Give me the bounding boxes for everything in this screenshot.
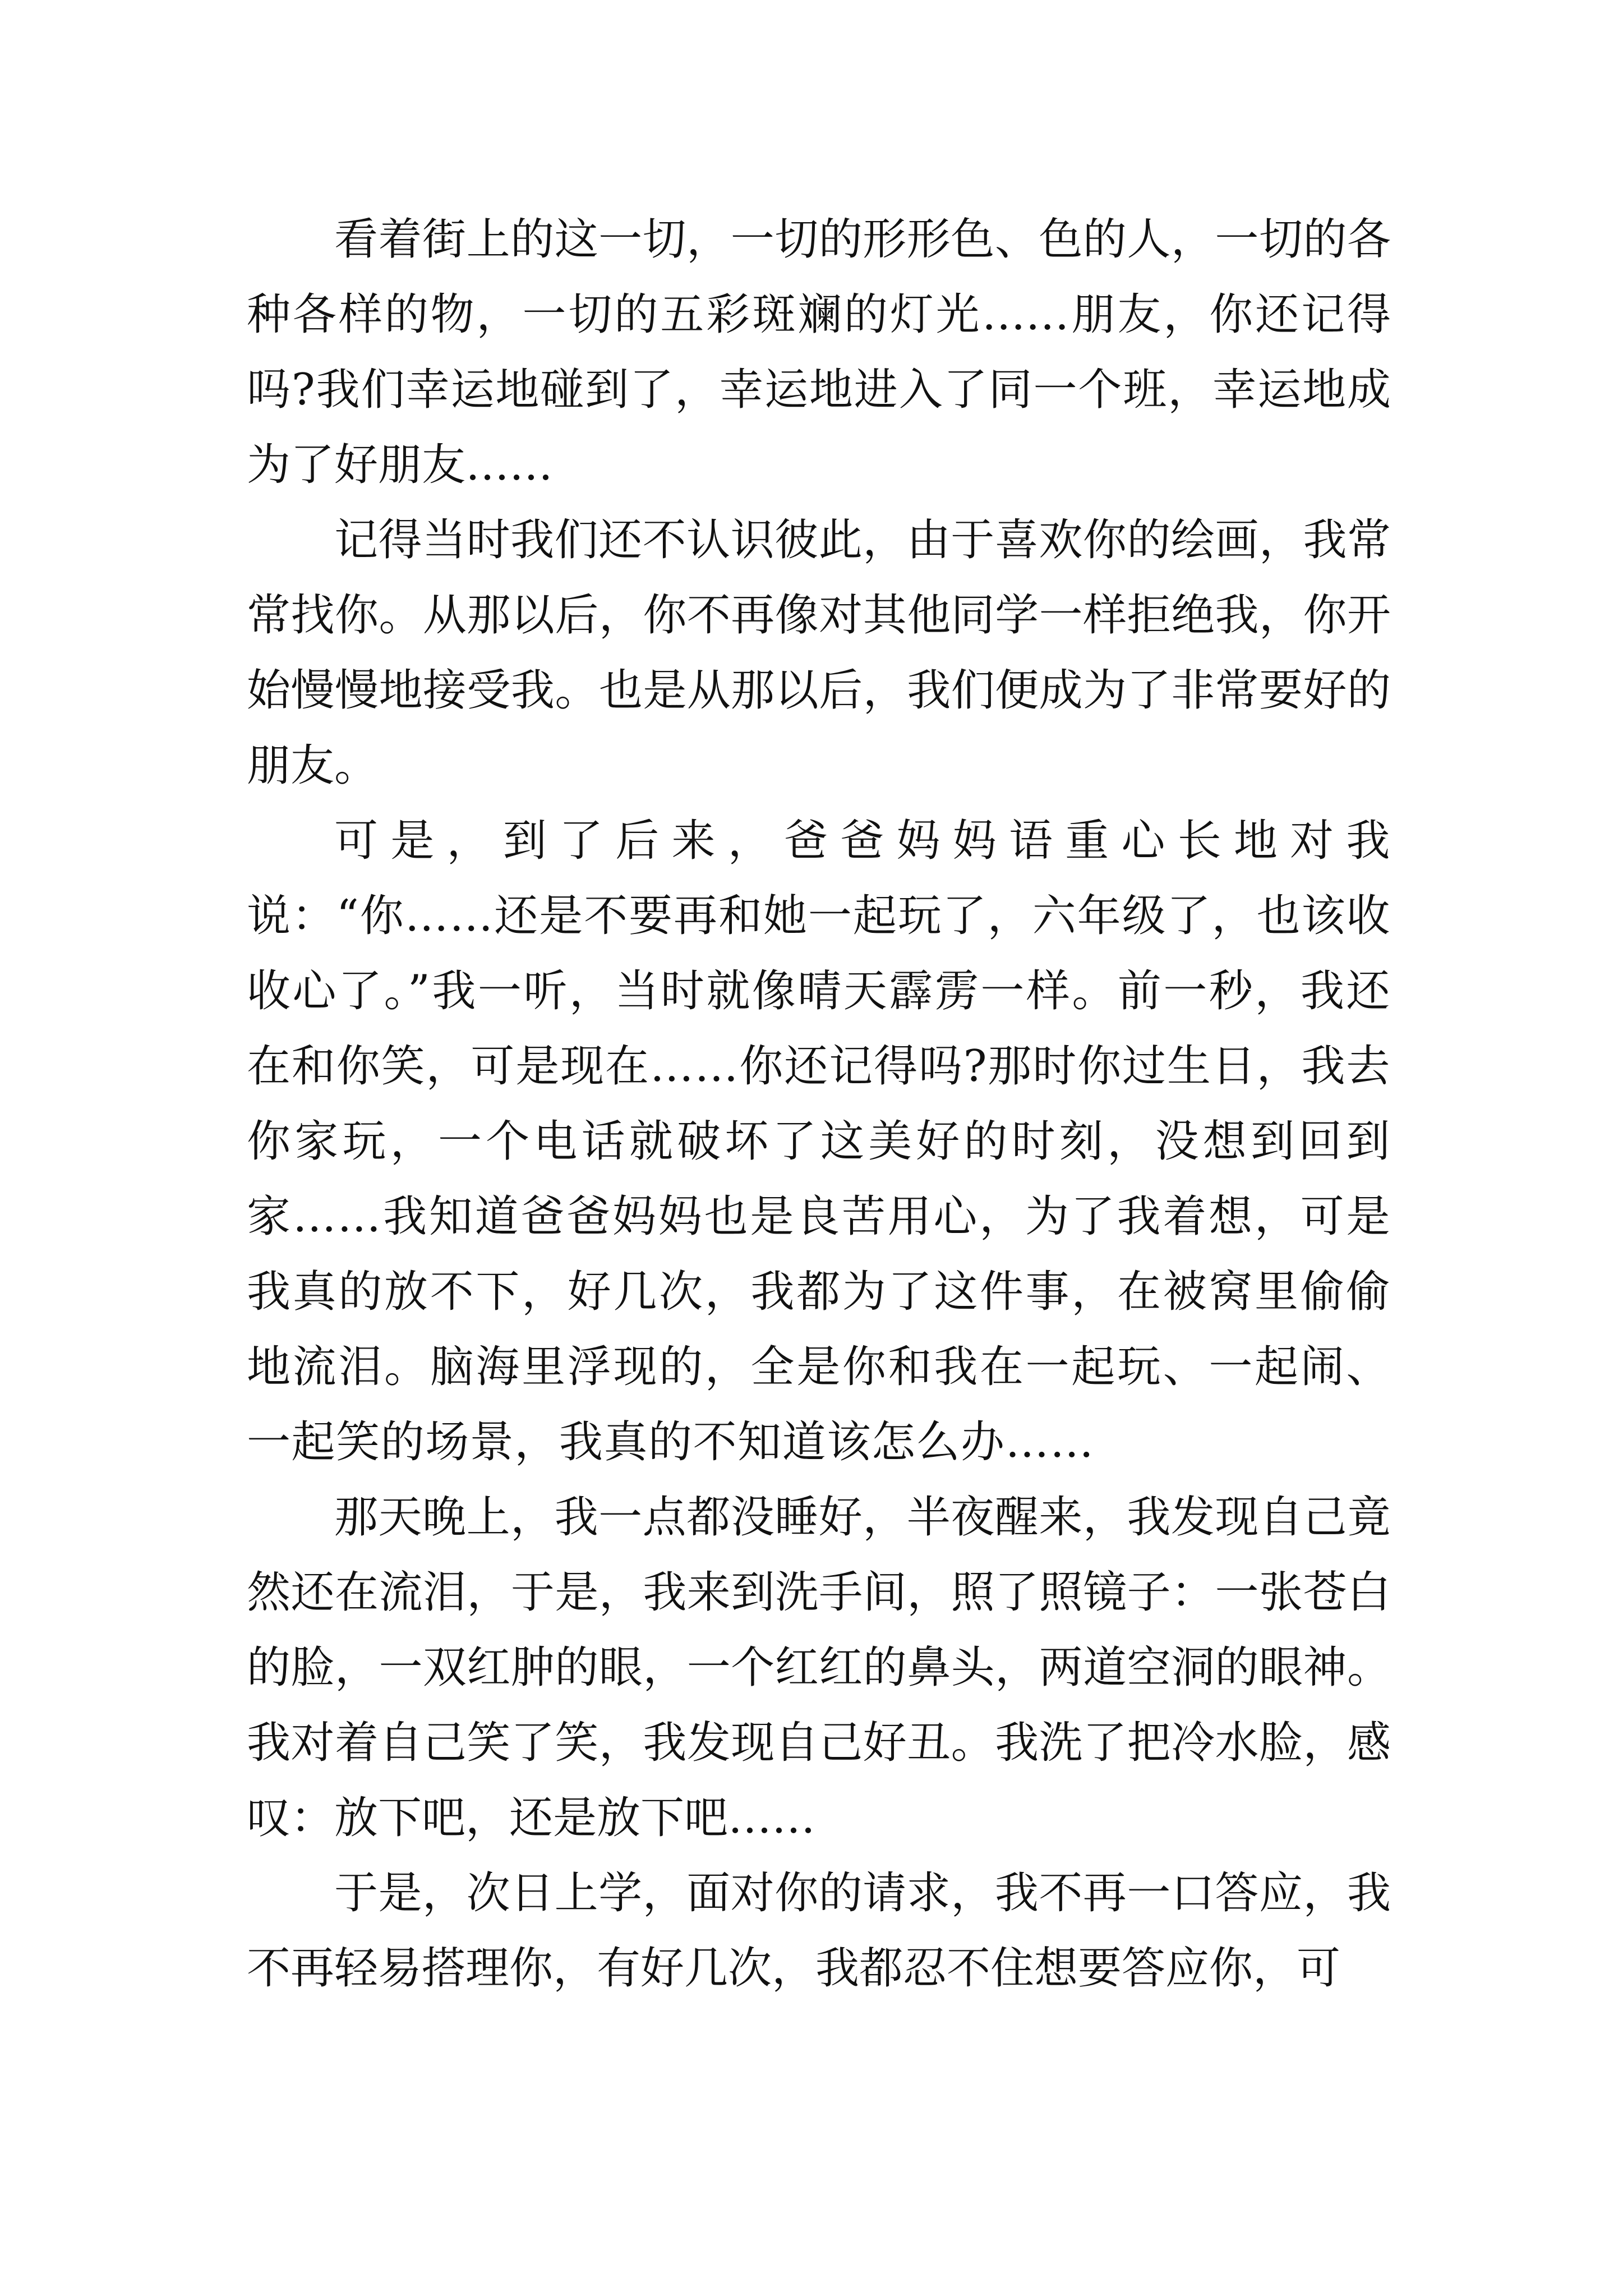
paragraph-4: 那天晚上，我一点都没睡好，半夜醒来，我发现自己竟然还在流泪，于是，我来到洗手间，照了照镜子：一张苍白的脸，一双红肿的眼，一个红红的鼻头，两道空洞的眼神。我对着自己笑了笑，我发现自己好丑。我洗了把冷水脸，感叹：放下吧，还是放下吧…… xyxy=(247,1492,1391,1843)
body-text xyxy=(247,202,1391,2006)
paragraph-2: 记得当时我们还不认识彼此，由于喜欢你的绘画，我常常找你。从那以后，你不再像对其他同学一样拒绝我，你开始慢慢地接受我。也是从那以后，我们便成为了非常要好的朋友。 xyxy=(247,515,1391,791)
paragraph-1: 看着街上的这一切，一切的形形色、色的人，一切的各种各样的物，一切的五彩斑斓的灯光……朋友，你还记得吗?我们幸运地碰到了，幸运地进入了同一个班，幸运地成为了好朋友…… xyxy=(247,214,1391,490)
paragraph-5: 于是，次日上学，面对你的请求，我不再一口答应，我不再轻易搭理你，有好几次，我都忍不住想要答应你，可 xyxy=(247,1868,1391,1994)
paragraph-3: 可是，到了后来，爸爸妈妈语重心长地对我说：“你……还是不要再和她一起玩了，六年级了，也该收收心了。”我一听，当时就像晴天霹雳一样。前一秒，我还在和你笑，可是现在……你还记得吗?那时你过生日，我去你家玩，一个电话就破坏了这美好的时刻，没想到回到家……我知道爸爸妈妈也是良苦用心，为了我着想，可是我真的放不下，好几次，我都为了这件事，在被窝里偷偷地流泪。脑海里浮现的，全是你和我在一起玩、一起闹、一起笑的场景，我真的不知道该怎么办…… xyxy=(247,816,1391,1467)
